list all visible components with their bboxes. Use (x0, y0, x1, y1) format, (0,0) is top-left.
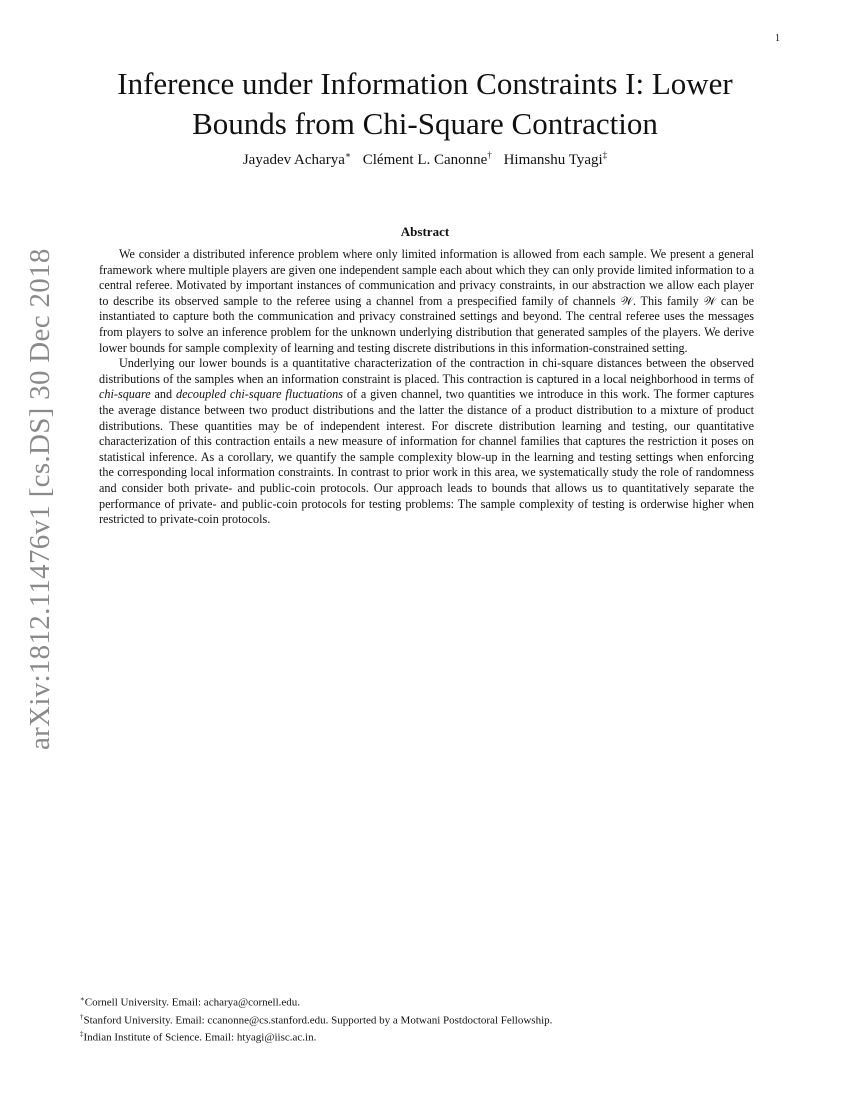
emphasized-term: decoupled chi-square fluctuations (175, 387, 343, 402)
footnote (80, 1027, 760, 1045)
abstract-paragraph (99, 356, 754, 528)
abstract-text: . This family (632, 293, 704, 308)
math-symbol-w: 𝒲 (620, 293, 633, 308)
paper-title (60, 64, 790, 144)
abstract-paragraph (99, 247, 754, 356)
footnote-text: Stanford University. Email: ccanonne@cs.stanford.edu. Supported by a Motwani Postdoctoral Fellowship. (83, 1014, 553, 1027)
footnote-mark: ∗ (80, 995, 85, 1003)
author-name: Himanshu Tyagi (503, 152, 603, 168)
abstract-text: of a given channel, two quantities we introduce in this work. The former captures the average distance between two product distributions and the latter the distance of a product distribution to a mixture of product distributions. These quantities may be of independent interest. For discrete distribution learning and testing, our quantitative characterization of this contraction entails a new measure of information for channel families that captures the restriction it poses on statistical inference. As a corollary, we quantify the sample complexity blow-up in the learning and testing settings when enforcing the corresponding local information constraints. In contrast to prior work in this area, we systematically study the role of randomness and consider both private- and public-coin protocols. Our approach leads to bounds that allows us to quantitatively separate the performance of private- and public-coin protocols for testing problems: The sample complexity of testing is orderwise higher when restricted to private-coin protocols. (99, 387, 754, 527)
footnote-text: Indian Institute of Science. Email: htyagi@iisc.ac.in. (83, 1031, 317, 1044)
footnote (80, 1010, 760, 1028)
abstract-text: We consider a distributed inference problem where only limited information is allowed from each sample. We present a general framework where multiple players are given one independent sample each about which they can only provide limited information to a central referee. Motivated by important instances of communication and privacy constraints, in our abstraction we allow each player to describe its observed sample to the referee using a channel from a prespecified family of channels (99, 247, 754, 308)
author-footnote-mark: ∗ (344, 150, 351, 160)
author-footnote-mark: † (487, 150, 492, 160)
footnote-mark: † (80, 1012, 84, 1021)
paper-title-line-1: Inference under Information Constraints I: Lower (117, 66, 733, 101)
math-symbol-w: 𝒲 (703, 293, 717, 308)
abstract-text: Underlying our lower bounds is a quantitative characterization of the contraction in chi-square distances between the observed distributions of the samples when an information constraint is placed. This contraction is captured in a local neighborhood in terms of (99, 356, 754, 386)
arxiv-identifier-stamp: arXiv:1812.11476v1 [cs.DS] 30 Dec 2018 (24, 248, 56, 750)
emphasized-term: chi-square (99, 387, 151, 402)
footnotes (80, 992, 760, 1045)
footnote-mark: ‡ (80, 1030, 84, 1039)
paper-title-line-2: Bounds from Chi-Square Contraction (192, 106, 658, 141)
author-footnote-mark: ‡ (602, 150, 608, 160)
author-name: Jayadev Acharya (242, 152, 345, 168)
abstract-body (99, 247, 754, 528)
author (504, 152, 608, 168)
abstract-text: and (150, 387, 176, 402)
footnote (80, 992, 760, 1010)
author-name: Clément L. Canonne (362, 152, 488, 168)
author (363, 152, 492, 168)
abstract-heading: Abstract (400, 224, 450, 239)
page-number: 1 (775, 33, 780, 44)
author (243, 152, 351, 168)
author-list (60, 150, 790, 169)
abstract-text: can be instantiated to capture both the communication and privacy constrained settings and beyond. The central referee uses the messages from players to solve an inference problem for the unknown underlying distribution that generated samples of the players. We derive lower bounds for sample complexity of learning and testing discrete distributions in this information-constrained setting. (99, 293, 754, 355)
footnote-text: Cornell University. Email: acharya@cornell.edu. (84, 996, 301, 1009)
